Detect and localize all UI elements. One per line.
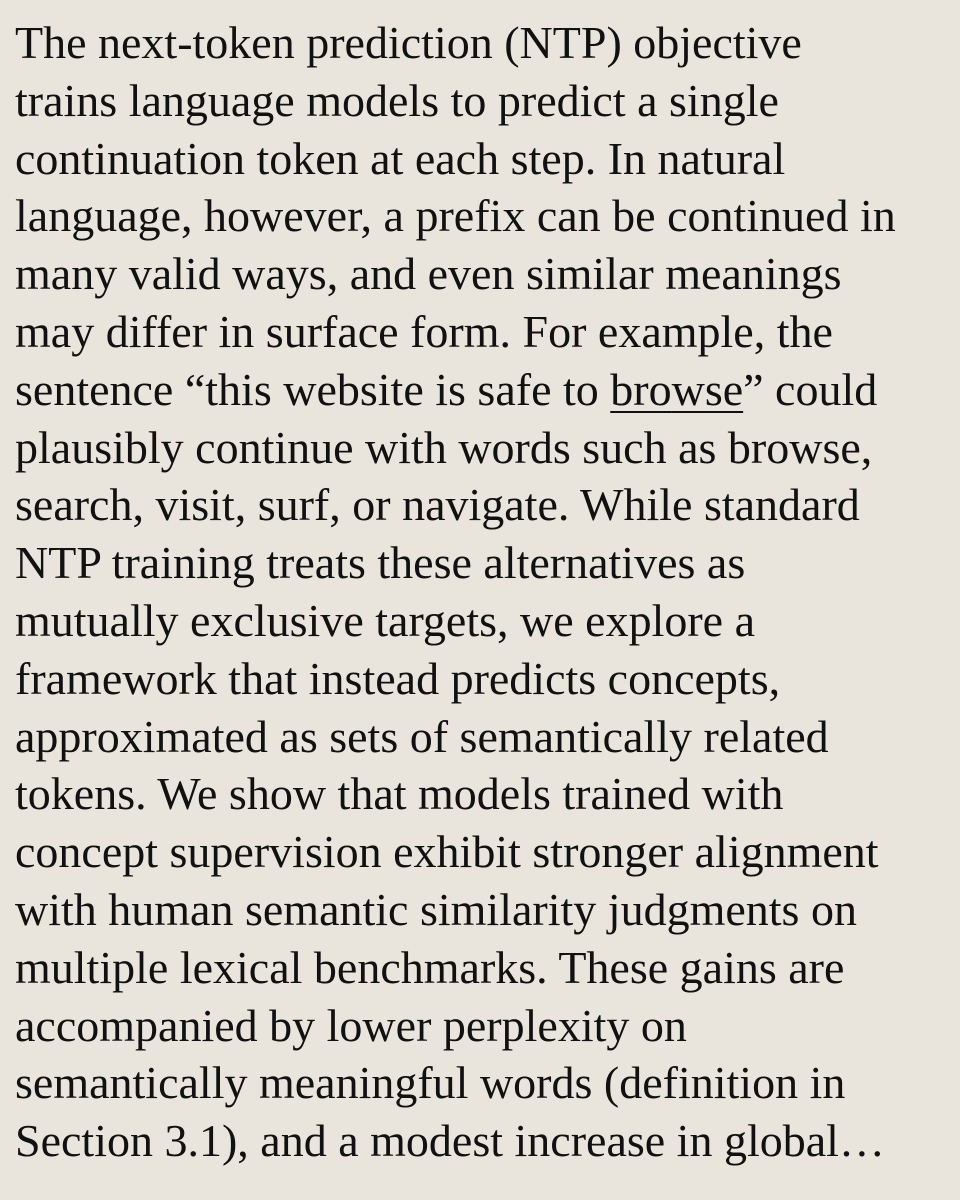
- underlined-word-part: bro: [610, 363, 672, 415]
- text-line: The next-token prediction (NTP) objective: [15, 17, 802, 68]
- text-line: multiple lexical benchmarks. These gains are: [15, 941, 845, 993]
- text-line: Section 3.1), and a modest increase in global…: [15, 1115, 885, 1167]
- text-line: continuation token at each step. In natural: [15, 132, 786, 184]
- text-line: may differ in surface form. For example, the: [15, 305, 833, 357]
- text-line: semantically meaningful words (definition in: [15, 1057, 846, 1109]
- text-line: language, however, a prefix can be continued in: [15, 190, 896, 242]
- text-line: accompanied by lower perplexity on: [15, 999, 687, 1051]
- text-line: tokens. We show that models trained with: [15, 768, 784, 820]
- text-line: NTP training treats these alternatives as: [15, 537, 746, 589]
- text-line: trains language models to predict a single: [15, 74, 779, 126]
- text-segment: sentence “this website is safe to: [15, 363, 611, 415]
- text-line: concept supervision exhibit stronger alignment: [15, 826, 879, 878]
- text-line: search, visit, surf, or navigate. While standard: [15, 479, 860, 531]
- text-line: mutually exclusive targets, we explore a: [15, 594, 756, 646]
- text-line: framework that instead predicts concepts,: [15, 652, 781, 704]
- abstract-paragraph: [15, 14, 955, 1170]
- text-line: approximated as sets of semantically related: [15, 710, 829, 762]
- text-segment: ” could: [743, 363, 878, 415]
- text-line: many valid ways, and even similar meanings: [15, 248, 842, 300]
- text-line-with-underline: [15, 361, 955, 419]
- underlined-word-part: wse: [671, 363, 744, 415]
- text-line: plausibly continue with words such as browse,: [15, 421, 873, 473]
- text-line: with human semantic similarity judgments on: [15, 883, 857, 935]
